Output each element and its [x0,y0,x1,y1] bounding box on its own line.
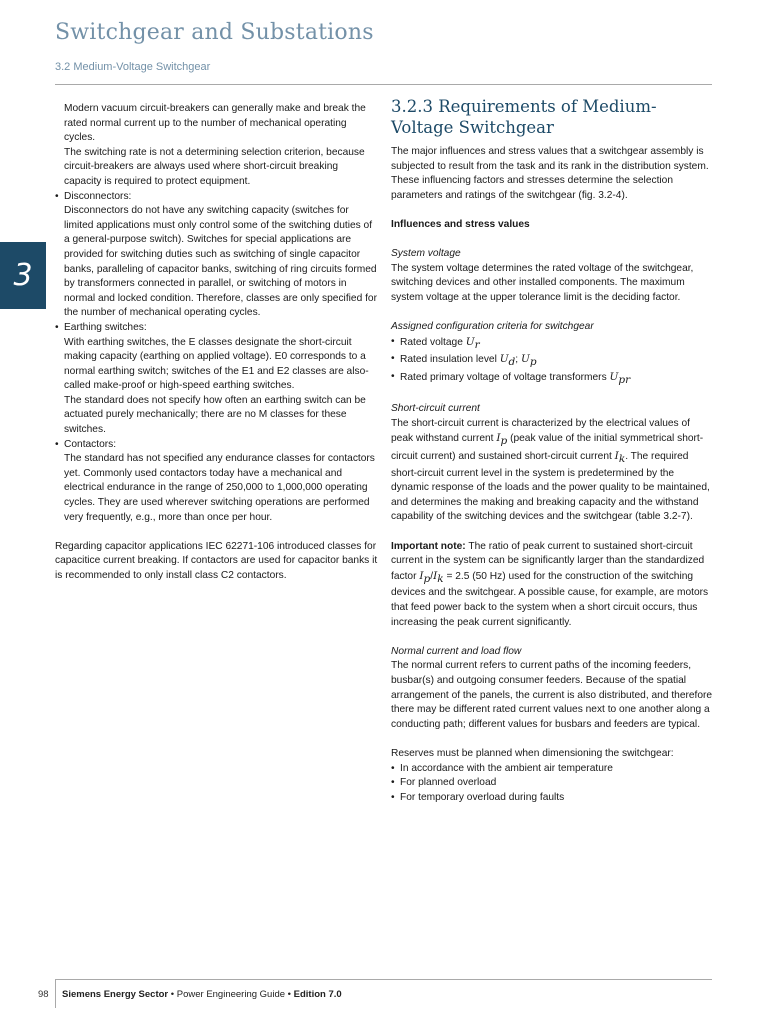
influences-heading: Influences and stress values [391,218,530,230]
paragraph-switching-rate: The switching rate is not a determining selection criterion, because circuit-breakers are always used where short-circuit breaking capacity is required to protect equipment. [64,146,365,187]
bullet-earthing-switches: • Earthing switches: [55,321,378,336]
header-divider [55,84,712,85]
earthing-switches-text-2: The standard does not specify how often an earthing switch can be actuated purely mechanically; there are no M classes for these switches. [64,394,366,436]
config-criteria-heading: Assigned configuration criteria for switchgear [391,321,594,333]
footer-divider [55,979,712,980]
short-circuit-heading: Short-circuit current [391,403,480,415]
reserves-item: • For planned overload [391,776,713,791]
chapter-tab: 3 [0,242,46,309]
earthing-switches-text: With earthing switches, the E classes designate the short-circuit making capacity (earthing on applied voltage). E0 corresponds to a normal earthing switch; switches of the E1 and E2 classes are also-called make-proof or high-speed earthing switches. [64,336,369,392]
reserves-item: • For temporary overload during faults [391,791,713,806]
right-column [391,96,713,805]
reserves-intro: Reserves must be planned when dimensioning the switchgear: [391,747,674,759]
left-column [55,102,378,584]
contactors-text: The standard has not specified any endurance classes for contactors yet. Commonly used contactors today have a mechanical and electrical endurance in the range of 250,000 to 1,000,000 operating cycles. They are used wherever switching operations are performed very frequently, e.g., more than once per hour. [64,453,375,523]
system-voltage-text: The system voltage determines the rated voltage of the switchgear, switching devices and other installed components. The maximum system voltage at the upper tolerance limit is the deciding factor. [391,262,694,303]
normal-current-text: The normal current refers to current paths of the incoming feeders, busbar(s) and outgoing consumer feeders. Because of the spatial arrangement of the panels, the current is also distributed, and therefore there may be different rated current values next to one another along a conducting path; different values for busbars and feeders are typical. [391,660,713,730]
intro-paragraph: The major influences and stress values that a switchgear assembly is subjected to result from the task and its rank in the distribution system. These influencing factors and stresses determine the selection parameters and ratings of the switchgear (fig. 3.2-4). [391,146,709,201]
paragraph-capacitor-applications: Regarding capacitor applications IEC 62271-106 introduced classes for capacitice current breaking. If contactors are used for capacitor banks it is recommended to only install class C2 contactors. [55,540,378,581]
footer-text: Siemens Energy Sector • Power Engineering Guide • Edition 7.0 [62,989,342,1000]
section-subtitle: 3.2 Medium-Voltage Switchgear [55,61,211,73]
bullet-contactors: • Contactors: [55,438,378,453]
page-title: Switchgear and Substations [55,20,374,45]
short-circuit-text: The short-circuit current is characterized by the electrical values of peak withstand current $I_p$ (peak value of the initial symmetrical short-circuit current) and sustained short-circuit current $I_k$. The required short-circuit current level in the system is predetermined by the dynamic response of the loads and the power quality to be maintained, and determines the making and breaking capacity and the withstand capability of the switching devices and the switchgear (table 3.2-7). [391,417,710,523]
normal-current-heading: Normal current and load flow [391,645,522,657]
criteria-item-insulation-level: • Rated insulation level $U_d$; $U_p$ [391,352,713,370]
footer-publisher: Siemens Energy Sector [62,989,169,1000]
section-heading: 3.2.3 Requirements of Medium-Voltage Switchgear [391,97,657,137]
page-number: 98 [38,989,49,1000]
bullet-disconnectors: • Disconnectors: [55,190,378,205]
disconnectors-text: Disconnectors do not have any switching capacity (switches for limited applications must only control some of the switching duties of a general-purpose switch). Switches for special applications are provided for switching duties such as switching of single capacitor banks, paralleling of capacitor banks, switching of ring circuits formed by transformers connected in parallel, or switching of motors in normal and locked condition. Therefore, classes are only specified for the number of mechanical operating cycles. [64,205,377,319]
footer-guide: Power Engineering Guide [176,989,286,1000]
system-voltage-heading: System voltage [391,248,461,260]
footer-edition: Edition 7.0 [293,989,342,1000]
important-note: Important note: The ratio of peak current to sustained short-circuit current in the system can be significantly larger than the standardized factor $I_p/I_k = 2.5$ (50 Hz) used for the construction of the switching devices and the switchgear. A possible cause, for example, are motors that feed power back to the system when a short circuit occurs, thus increasing the peak current significantly. [391,540,709,628]
criteria-item-rated-voltage: • Rated voltage $U_r$ [391,335,713,353]
criteria-item-transformer-voltage: • Rated primary voltage of voltage transformers $U_{pr}$ [391,370,713,388]
paragraph-vacuum-breakers: Modern vacuum circuit-breakers can generally make and break the rated normal current up to the number of mechanical operating cycles. [64,103,366,144]
reserves-item: • In accordance with the ambient air temperature [391,762,713,777]
footer-vertical-rule [55,979,56,1008]
